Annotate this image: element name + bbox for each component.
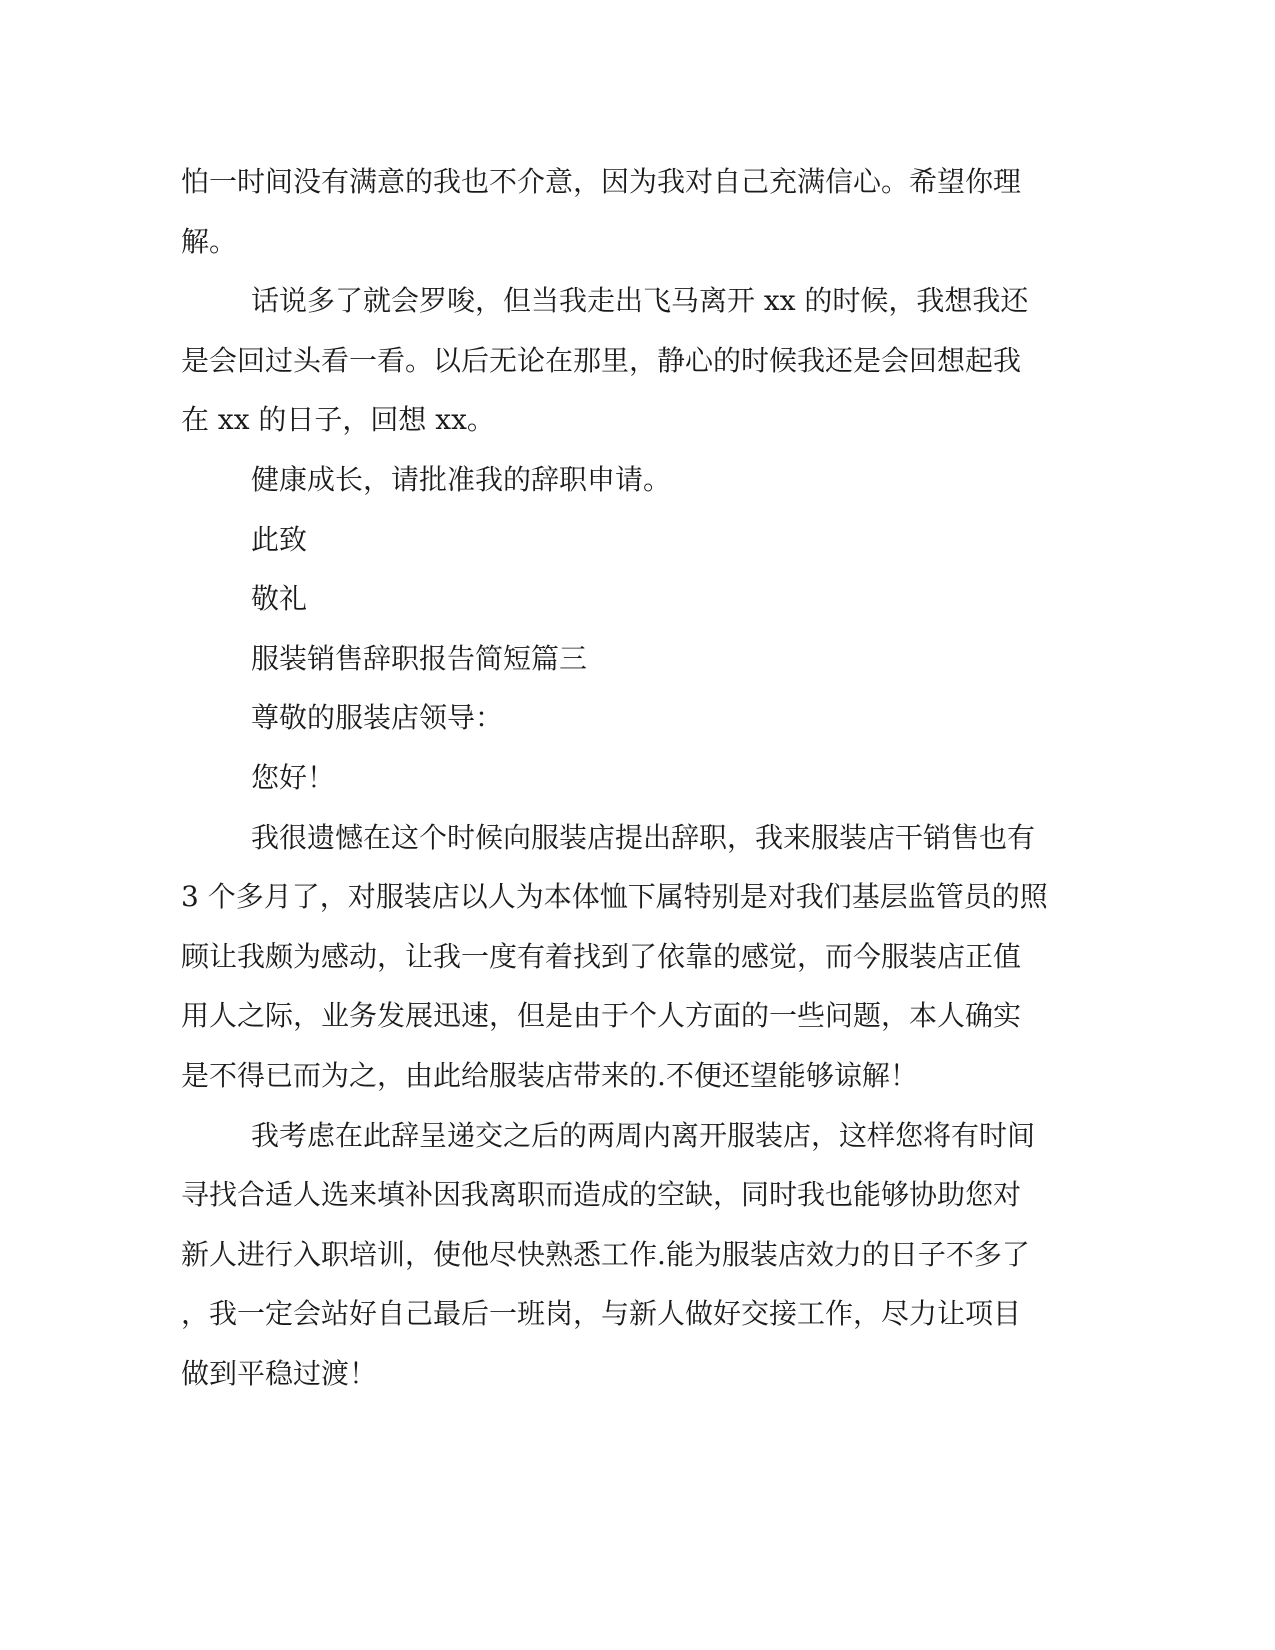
greeting: 您好！ [251,760,336,794]
text-line: 是不得已而为之，由此给服装店带来的.不便还望能够谅解！ [181,1058,918,1092]
closing-line: 此致 [251,522,308,556]
text-line: 做到平稳过渡！ [181,1356,378,1390]
text-line: 新人进行入职培训，使他尽快熟悉工作.能为服装店效力的日子不多了 [181,1237,1030,1271]
text-line: 在 xx 的日子，回想 xx。 [181,403,495,437]
document-body [181,152,1048,1403]
text-line: 怕一时间没有满意的我也不介意，因为我对自己充满信心。希望你理 [181,165,1022,198]
text-line: 是会回过头看一看。以后无论在那里，静心的时候我还是会回想起我 [181,343,1022,377]
text-line: 话说多了就会罗唆，但当我走出飞马离开 xx 的时候，我想我还 [251,284,1029,318]
text-line: 解。 [181,224,238,258]
closing-line: 敬礼 [251,582,308,616]
text-line: 我很遗憾在这个时候向服装店提出辞职，我来服装店干销售也有 [251,820,1036,854]
text-line: 我考虑在此辞呈递交之后的两周内离开服装店，这样您将有时间 [251,1118,1036,1152]
section-heading: 服装销售辞职报告简短篇三 [251,641,588,675]
text-line: 顾让我颇为感动，让我一度有着找到了依靠的感觉，而今服装店正值 [181,939,1022,973]
salutation: 尊敬的服装店领导： [251,701,504,735]
text-line: 寻找合适人选来填补因我离职而造成的空缺，同时我也能够协助您对 [181,1178,1022,1212]
text-line: ，我一定会站好自己最后一班岗，与新人做好交接工作，尽力让项目 [181,1297,1022,1331]
text-line: 用人之际，业务发展迅速，但是由于个人方面的一些问题，本人确实 [181,999,1022,1033]
text-line: 健康成长，请批准我的辞职申请。 [251,462,672,496]
text-line: 3 个多月了，对服装店以人为本体恤下属特别是对我们基层监管员的照 [181,880,1048,914]
